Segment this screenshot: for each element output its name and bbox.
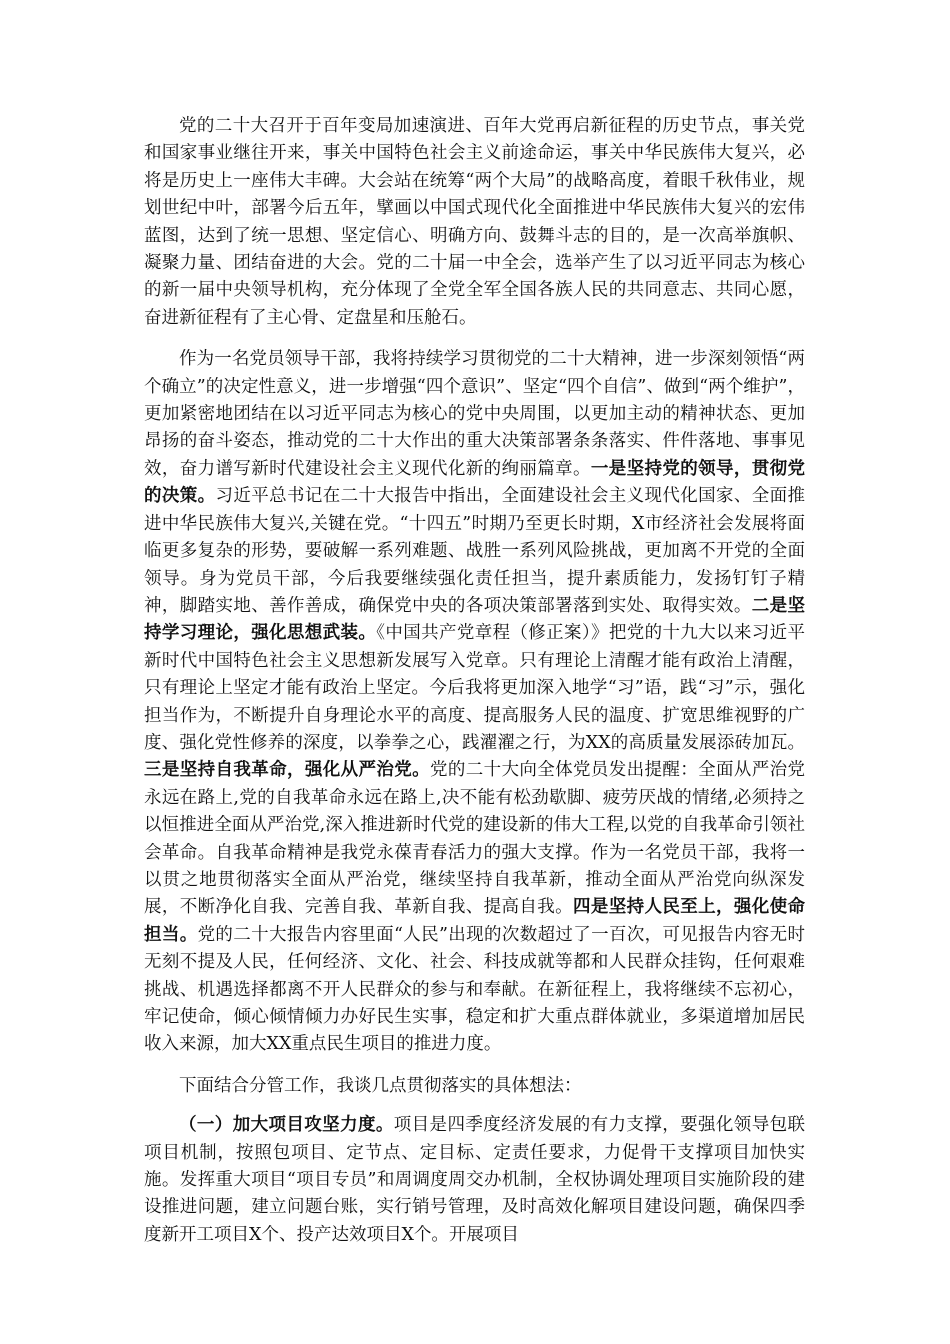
point-three-heading: 三是坚持自我革命，强化从严治党。 — [144, 760, 430, 781]
section-one-heading: （一）加大项目攻坚力度。 — [179, 1115, 394, 1136]
point-four-heading: 四是坚持人民至上，强化使命担当。 — [144, 897, 805, 945]
point-three-text: 党的二十大向全体党员发出提醒：全面从严治党永远在路上,党的自我革命永远在路上,决不能有松劲歇脚、疲劳厌战的情绪,必须持之以恒推进全面从严治党,深入推进新时代党的建设新的伟大工程,以党的自我革命引领社会革命。自我革命精神是我党永葆青春活力的强大支撑。作为一名党员干部，我将一以贯之地贯彻落实全面从严治党，继续坚持自我革新，推动全面从严治党向纵深发展，不断净化自我、完善自我、革新自我、提高自我。 — [144, 760, 805, 918]
commitments-intro-text: 作为一名党员领导干部，我将持续学习贯彻党的二十大精神，进一步深刻领悟“两个确立”的决定性意义，进一步增强“四个意识”、坚定“四个自信”、做到“两个维护”，更加紧密地团结在以习近平同志为核心的党中央周围，以更加主动的精神状态、更加昂扬的奋斗姿态，推动党的二十大作出的重大决策部署条条落实、件件落地、事事见效，奋力谱写新时代建设社会主义现代化新的绚丽篇章。 — [144, 349, 805, 479]
point-one-text: 习近平总书记在二十大报告中指出，全面建设社会主义现代化国家、全面推进中华民族伟大复兴,关键在党。“十四五”时期乃至更长时期，X市经济社会发展将面临更多复杂的形势，要破解一系列难题、战胜一系列风险挑战，更加离不开党的全面领导。身为党员干部，今后我要继续强化责任担当，提升素质能力，发扬钉钉子精神，脚踏实地、善作善成，确保党中央的各项决策部署落到实处、取得实效。 — [144, 486, 805, 616]
point-one-heading: 一是坚持党的领导，贯彻党的决策。 — [144, 458, 805, 507]
point-four-text: 党的二十大报告内容里面“人民”出现的次数超过了一百次，可见报告内容无时无刻不提及人民，任何经济、文化、社会、科技成就等都和人民群众挂钩，任何艰难挑战、机遇选择都离不开人民群众的参与和奉献。在新征程上，我将继续不忘初心，牢记使命，倾心倾情倾力办好民生实事，稳定和扩大重点群体就业，多渠道增加居民收入来源，加大XX重点民生项目的推进力度。 — [144, 924, 806, 1055]
section-one-text: 项目是四季度经济发展的有力支撑，要强化领导包联项目机制，按照包项目、定节点、定目标、定责任要求，力促骨干支撑项目加快实施。发挥重大项目“项目专员”和周调度周交办机制，全权协调处理项目实施阶段的建设推进问题，建立问题台账，实行销号管理，及时高效化解项目建设问题，确保四季度新开工项目X个、投产达效项目X个。开展项目 — [144, 1115, 805, 1245]
paragraph-intro — [144, 113, 805, 332]
transition-text: 下面结合分管工作，我谈几点贯彻落实的具体想法： — [179, 1075, 582, 1096]
paragraph-commitments — [144, 346, 805, 1059]
intro-text: 党的二十大召开于百年变局加速演进、百年大党再启新征程的历史节点，事关党和国家事业继往开来，事关中国特色社会主义前途命运，事关中华民族伟大复兴，必将是历史上一座伟大丰碑。大会站在统筹“两个大局”的战略高度，着眼千秋伟业，规划世纪中叶，部署今后五年，擘画以中国式现代化全面推进中华民族伟大复兴的宏伟蓝图，达到了统一思想、坚定信心、明确方向、鼓舞斗志的目的，是一次高举旗帜、凝聚力量、团结奋进的大会。党的二十届一中全会，选举产生了以习近平同志为核心的新一届中央领导机构，充分体现了全党全军全国各族人民的共同意志、共同心愿，奋进新征程有了主心骨、定盘星和压舱石。 — [144, 116, 805, 328]
paragraph-project-section — [144, 1112, 805, 1249]
document-page — [144, 113, 805, 1263]
point-two-text: 《中国共产党章程（修正案）》把党的十九大以来习近平新时代中国特色社会主义思想新发展写入党章。只有理论上清醒才能有政治上清醒，只有理论上坚定才能有政治上坚定。今后我将更加深入地学“习”语，践“习”示，强化担当作为，不断提升自身理论水平的高度、提高服务人民的温度、扩宽思维视野的广度、强化党性修养的深度，以拳拳之心，践濯濯之行，为XX的高质量发展添砖加瓦。 — [144, 623, 806, 753]
point-two-heading: 二是坚持学习理论，强化思想武装。 — [144, 595, 805, 644]
paragraph-transition — [144, 1073, 805, 1100]
